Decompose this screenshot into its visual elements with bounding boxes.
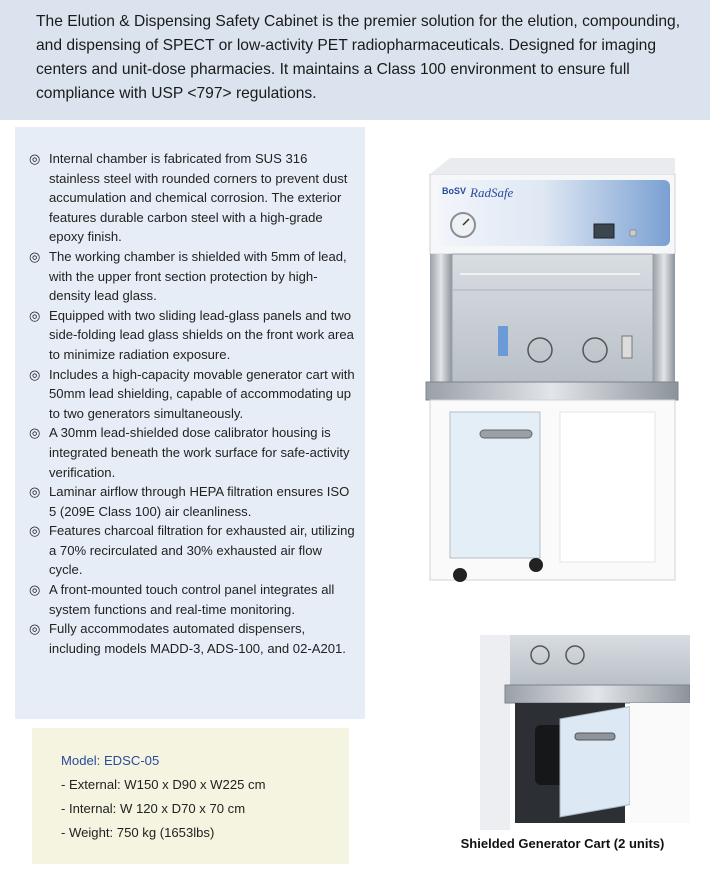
bullet-icon: ◎ <box>29 621 41 637</box>
model-name: Model: EDSC-05 <box>61 753 160 768</box>
feature-list <box>15 127 365 719</box>
intro-text: The Elution & Dispensing Safety Cabinet is the premier solution for the elution, compounding, and dispensing of SPECT or low-activity PET radiopharmaceuticals. Designed for imaging centers and unit-dose pharmacies. It maintains a Class 100 environment to ensure full compliance with USP <797> regulations. <box>36 13 681 102</box>
handle-icon <box>480 430 532 438</box>
cabinet-photo <box>390 150 690 595</box>
product-logo: RadSafe <box>470 185 514 200</box>
touch-panel-icon <box>594 224 614 238</box>
feature-item <box>29 619 355 658</box>
feature-item <box>29 482 355 521</box>
brand-logo: BoSV <box>442 186 467 196</box>
bullet-icon: ◎ <box>29 425 41 441</box>
feature-text: Internal chamber is fabricated from SUS 316 stainless steel with rounded corners to prevent dust accumulation and chemical corrosion. The exterior features durable carbon steel with a high-grade epoxy finish. <box>49 151 348 245</box>
spec-external: - External: W150 x D90 x W225 cm <box>61 777 266 792</box>
bullet-icon: ◎ <box>29 307 41 323</box>
spec-box <box>32 728 349 864</box>
bullet-icon: ◎ <box>29 484 41 500</box>
feature-text: A 30mm lead-shielded dose calibrator housing is integrated beneath the work surface for safe-activity verification. <box>49 425 350 480</box>
spec-internal: - Internal: W 120 x D70 x 70 cm <box>61 801 246 816</box>
feature-item <box>29 365 355 424</box>
bullet-icon: ◎ <box>29 248 41 264</box>
wheel-icon <box>453 568 467 582</box>
feature-text: Includes a high-capacity movable generator cart with 50mm lead shielding, capable of accommodating up to two generators simultaneously. <box>49 366 355 421</box>
bullet-icon: ◎ <box>29 366 41 382</box>
feature-text: Laminar airflow through HEPA filtration ensures ISO 5 (209E Class 100) air cleanliness. <box>49 484 350 519</box>
feature-text: Fully accommodates automated dispensers, including models MADD-3, ADS-100, and 02-A201. <box>49 621 346 656</box>
feature-item <box>29 247 355 306</box>
feature-item <box>29 521 355 580</box>
spec-weight: - Weight: 750 kg (1653lbs) <box>61 825 215 840</box>
feature-item <box>29 306 355 365</box>
cart-caption: Shielded Generator Cart (2 units) <box>460 836 665 851</box>
bullet-icon: ◎ <box>29 151 41 166</box>
generator-cart-photo <box>480 635 690 830</box>
feature-text: Equipped with two sliding lead-glass panels and two side-folding lead glass shields on the front work area to minimize radiation exposure. <box>49 307 354 362</box>
feature-text: Features charcoal filtration for exhausted air, utilizing a 70% recirculated and 30% exhausted air flow cycle. <box>49 523 355 578</box>
feature-item <box>29 423 355 482</box>
feature-text: The working chamber is shielded with 5mm of lead, with the upper front section protection by high-density lead glass. <box>49 248 347 304</box>
feature-item <box>29 580 355 619</box>
dispenser-icon <box>498 326 508 356</box>
bullet-icon: ◎ <box>29 582 41 598</box>
feature-text: A front-mounted touch control panel integrates all system functions and real-time monitoring. <box>49 582 335 617</box>
intro-banner <box>0 0 710 120</box>
bullet-icon: ◎ <box>29 523 41 539</box>
wheel-icon <box>529 558 543 572</box>
feature-item <box>29 149 355 247</box>
